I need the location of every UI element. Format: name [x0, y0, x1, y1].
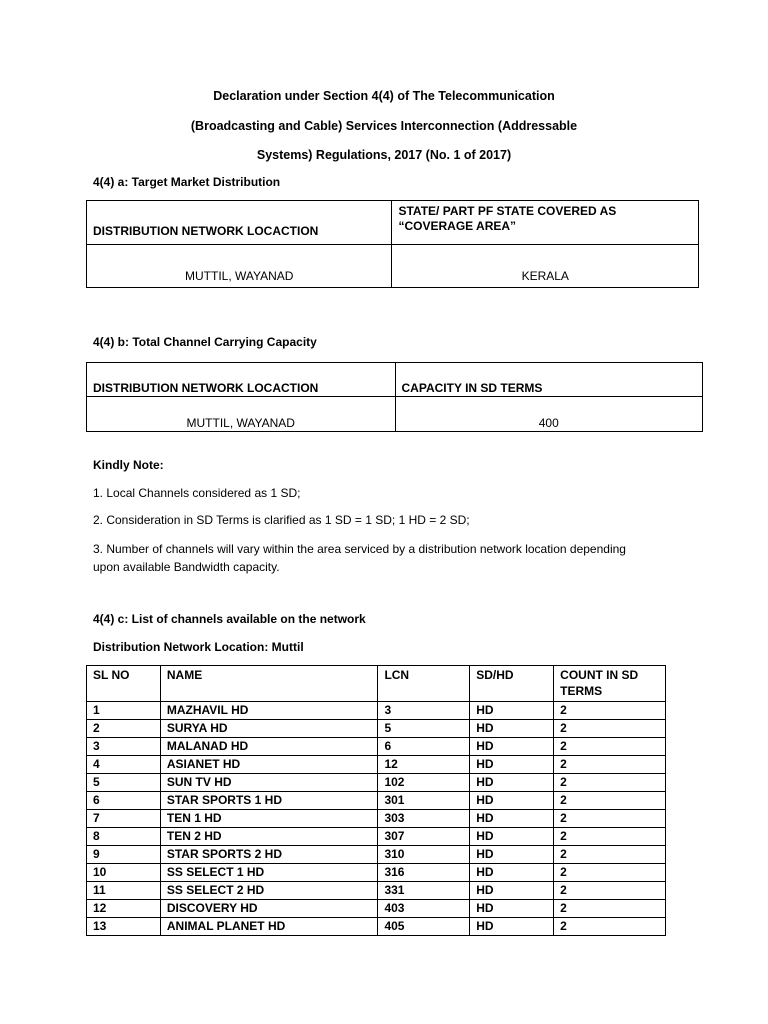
cell-sl-no: 3	[87, 738, 161, 756]
table-a-location: MUTTIL, WAYANAD	[87, 245, 392, 288]
header-lcn: LCN	[378, 666, 470, 702]
table-row	[87, 828, 666, 846]
cell-sl-no: 12	[87, 900, 161, 918]
table-row	[87, 702, 666, 720]
cell-sd-hd: HD	[470, 774, 554, 792]
cell-sd-hd: HD	[470, 702, 554, 720]
cell-name: TEN 2 HD	[160, 828, 378, 846]
cell-sd-hd: HD	[470, 846, 554, 864]
cell-count: 2	[554, 810, 666, 828]
header-sd-hd: SD/HD	[470, 666, 554, 702]
cell-sd-hd: HD	[470, 900, 554, 918]
cell-sd-hd: HD	[470, 828, 554, 846]
notes-heading: Kindly Note:	[93, 458, 164, 472]
cell-name: ASIANET HD	[160, 756, 378, 774]
table-b-header-location: DISTRIBUTION NETWORK LOCACTION	[87, 363, 396, 397]
cell-name: MALANAD HD	[160, 738, 378, 756]
table-row	[87, 810, 666, 828]
note-3: 3. Number of channels will vary within the area serviced by a distribution network location depending upon available Bandwidth capacity.	[93, 542, 626, 574]
cell-lcn: 405	[378, 918, 470, 936]
table-row	[87, 846, 666, 864]
cell-lcn: 316	[378, 864, 470, 882]
cell-sl-no: 1	[87, 702, 161, 720]
cell-count: 2	[554, 864, 666, 882]
cell-lcn: 5	[378, 720, 470, 738]
cell-name: SS SELECT 2 HD	[160, 882, 378, 900]
section-b-heading: 4(4) b: Total Channel Carrying Capacity	[93, 335, 317, 349]
table-a-state: KERALA	[392, 245, 699, 288]
header-sl-no: SL NO	[87, 666, 161, 702]
cell-lcn: 12	[378, 756, 470, 774]
cell-sd-hd: HD	[470, 738, 554, 756]
table-a-header-state: STATE/ PART PF STATE COVERED AS “COVERAGE AREA”	[392, 201, 699, 245]
note-1: 1. Local Channels considered as 1 SD;	[93, 486, 301, 500]
cell-count: 2	[554, 882, 666, 900]
cell-sl-no: 4	[87, 756, 161, 774]
cell-name: SS SELECT 1 HD	[160, 864, 378, 882]
cell-count: 2	[554, 702, 666, 720]
table-b-capacity: 400	[395, 397, 703, 432]
cell-count: 2	[554, 774, 666, 792]
capacity-table	[86, 362, 703, 432]
cell-sl-no: 9	[87, 846, 161, 864]
cell-sl-no: 10	[87, 864, 161, 882]
table-row	[87, 882, 666, 900]
cell-count: 2	[554, 792, 666, 810]
note-2: 2. Consideration in SD Terms is clarified as 1 SD = 1 SD; 1 HD = 2 SD;	[93, 513, 470, 527]
title-line-3: Systems) Regulations, 2017 (No. 1 of 2017)	[256, 148, 512, 162]
cell-count: 2	[554, 720, 666, 738]
cell-sl-no: 11	[87, 882, 161, 900]
section-c-subheading: Distribution Network Location: Muttil	[93, 640, 304, 654]
cell-sl-no: 7	[87, 810, 161, 828]
header-name: NAME	[160, 666, 378, 702]
cell-sd-hd: HD	[470, 918, 554, 936]
cell-count: 2	[554, 756, 666, 774]
cell-count: 2	[554, 918, 666, 936]
table-row	[87, 756, 666, 774]
cell-name: STAR SPORTS 1 HD	[160, 792, 378, 810]
section-a-heading: 4(4) a: Target Market Distribution	[93, 175, 281, 189]
table-row	[87, 918, 666, 936]
title-line-2: (Broadcasting and Cable) Services Interconnection (Addressable	[190, 119, 578, 133]
cell-name: STAR SPORTS 2 HD	[160, 846, 378, 864]
channel-table-header-row	[87, 666, 666, 702]
cell-lcn: 102	[378, 774, 470, 792]
table-row	[87, 720, 666, 738]
cell-name: SURYA HD	[160, 720, 378, 738]
cell-sd-hd: HD	[470, 720, 554, 738]
header-count: COUNT IN SD TERMS	[554, 666, 666, 702]
cell-sd-hd: HD	[470, 810, 554, 828]
cell-name: TEN 1 HD	[160, 810, 378, 828]
cell-sl-no: 2	[87, 720, 161, 738]
cell-sd-hd: HD	[470, 756, 554, 774]
cell-count: 2	[554, 828, 666, 846]
channel-list-table	[86, 665, 666, 936]
cell-name: ANIMAL PLANET HD	[160, 918, 378, 936]
cell-count: 2	[554, 738, 666, 756]
cell-sl-no: 13	[87, 918, 161, 936]
cell-sl-no: 8	[87, 828, 161, 846]
table-a-header-location: DISTRIBUTION NETWORK LOCACTION	[87, 201, 392, 245]
cell-sl-no: 6	[87, 792, 161, 810]
table-row	[87, 774, 666, 792]
cell-count: 2	[554, 846, 666, 864]
table-row	[87, 738, 666, 756]
cell-lcn: 331	[378, 882, 470, 900]
cell-lcn: 310	[378, 846, 470, 864]
section-c-heading: 4(4) c: List of channels available on the network	[93, 612, 366, 626]
cell-sl-no: 5	[87, 774, 161, 792]
cell-count: 2	[554, 900, 666, 918]
cell-name: MAZHAVIL HD	[160, 702, 378, 720]
cell-sd-hd: HD	[470, 882, 554, 900]
target-market-table	[86, 200, 699, 288]
cell-sd-hd: HD	[470, 864, 554, 882]
table-row	[87, 900, 666, 918]
cell-name: SUN TV HD	[160, 774, 378, 792]
table-row	[87, 864, 666, 882]
cell-lcn: 307	[378, 828, 470, 846]
cell-lcn: 403	[378, 900, 470, 918]
cell-lcn: 301	[378, 792, 470, 810]
cell-sd-hd: HD	[470, 792, 554, 810]
table-b-location: MUTTIL, WAYANAD	[87, 397, 396, 432]
table-row	[87, 792, 666, 810]
cell-name: DISCOVERY HD	[160, 900, 378, 918]
table-b-header-capacity: CAPACITY IN SD TERMS	[395, 363, 703, 397]
cell-lcn: 6	[378, 738, 470, 756]
title-line-1: Declaration under Section 4(4) of The Telecommunication	[213, 89, 555, 103]
cell-lcn: 303	[378, 810, 470, 828]
cell-lcn: 3	[378, 702, 470, 720]
